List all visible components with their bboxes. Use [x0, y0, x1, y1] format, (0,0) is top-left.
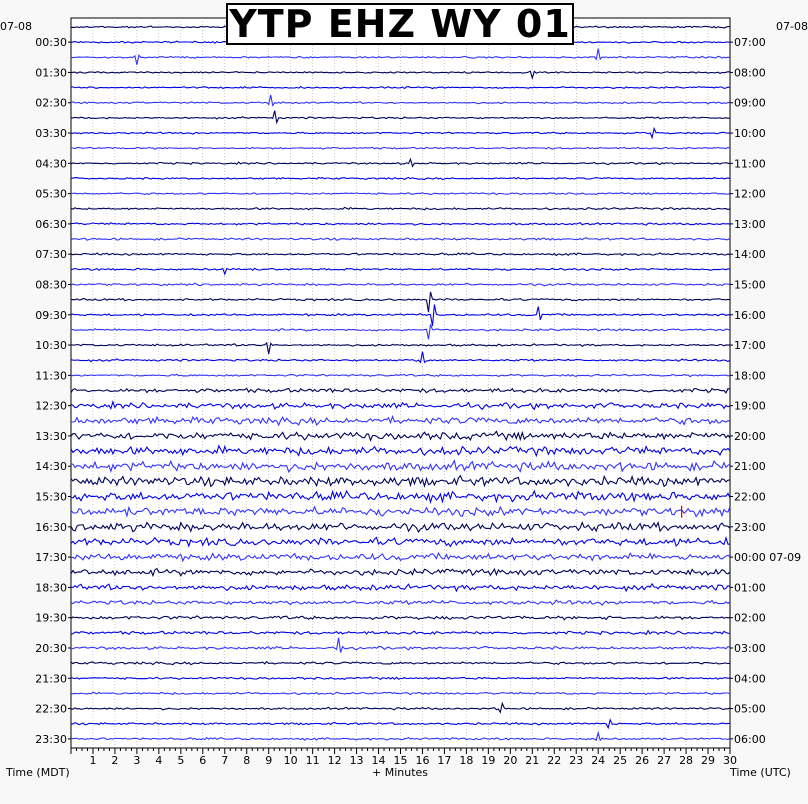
x-tick-label: 23: [569, 754, 584, 767]
title-box: [226, 3, 574, 45]
x-tick-label: 25: [613, 754, 628, 767]
x-tick-label: 15: [393, 754, 408, 767]
x-tick-label: 3: [133, 754, 141, 767]
x-tick-label: 1: [89, 754, 97, 767]
y-left-tick-label: 03:30: [35, 127, 67, 141]
y-right-tick-label: 23:00: [734, 520, 766, 534]
y-right-tick-label: 17:00: [734, 339, 766, 353]
y-left-tick-label: 00:30: [35, 36, 67, 50]
y-right-tick-label: 20:00: [734, 429, 766, 443]
y-right-tick-label: 01:00: [734, 581, 766, 595]
y-right-tick-label: 06:00: [734, 732, 766, 746]
x-tick-label: 8: [243, 754, 251, 767]
y-right-tick-label: 08:00: [734, 66, 766, 80]
y-left-tick-label: 05:30: [35, 187, 67, 201]
x-tick-label: 7: [221, 754, 229, 767]
y-left-tick-label: 20:30: [35, 641, 67, 655]
y-right-tick-label: 21:00: [734, 460, 766, 474]
y-left-tick-label: 17:30: [35, 551, 67, 565]
y-left-tick-label: 13:30: [35, 429, 67, 443]
y-right-tick-label: 13:00: [734, 217, 766, 231]
y-right-tick-label: 18:00: [734, 369, 766, 383]
x-tick-label: 12: [327, 754, 342, 767]
y-right-tick-label: 09:00: [734, 96, 766, 110]
left-date-label: 07-08: [0, 20, 32, 33]
x-tick-label: 28: [679, 754, 694, 767]
y-left-tick-label: 18:30: [35, 581, 67, 595]
right-date-label: 07-08: [776, 20, 808, 33]
y-left-tick-label: 01:30: [35, 66, 67, 80]
y-right-tick-label: 03:00: [734, 641, 766, 655]
y-left-tick-label: 22:30: [35, 702, 67, 716]
x-tick-label: 24: [591, 754, 606, 767]
x-tick-label: 22: [547, 754, 562, 767]
x-tick-label: 6: [199, 754, 207, 767]
y-left-tick-label: 14:30: [35, 460, 67, 474]
y-right-tick-label: 05:00: [734, 702, 766, 716]
y-left-tick-label: 16:30: [35, 520, 67, 534]
x-tick-label: 11: [305, 754, 320, 767]
y-left-tick-label: 12:30: [35, 399, 67, 413]
y-left-tick-label: 02:30: [35, 96, 67, 110]
right-axis-label: Time (UTC): [730, 766, 791, 779]
x-tick-label: 4: [155, 754, 163, 767]
y-left-tick-label: 11:30: [35, 369, 67, 383]
y-left-tick-label: 21:30: [35, 672, 67, 686]
x-tick-label: 13: [349, 754, 364, 767]
y-right-tick-label: 11:00: [734, 157, 766, 171]
y-right-tick-label: 10:00: [734, 127, 766, 141]
bottom-axis-label: + Minutes: [372, 766, 429, 779]
x-tick-label: 17: [437, 754, 452, 767]
y-left-tick-label: 23:30: [35, 732, 67, 746]
y-right-tick-label: 04:00: [734, 672, 766, 686]
x-tick-label: 21: [525, 754, 540, 767]
plot-area: [71, 18, 730, 748]
x-tick-label: 20: [503, 754, 518, 767]
x-tick-label: 9: [265, 754, 273, 767]
y-left-tick-label: 09:30: [35, 308, 67, 322]
y-left-tick-label: 15:30: [35, 490, 67, 504]
x-tick-label: 14: [371, 754, 386, 767]
y-right-tick-label: 12:00: [734, 187, 766, 201]
y-left-tick-label: 08:30: [35, 278, 67, 292]
x-tick-label: 26: [635, 754, 650, 767]
y-left-tick-label: 04:30: [35, 157, 67, 171]
y-left-tick-label: 06:30: [35, 217, 67, 231]
y-left-tick-label: 19:30: [35, 611, 67, 625]
y-right-tick-label: 16:00: [734, 308, 766, 322]
y-right-tick-label: 00:00 07-09: [734, 551, 802, 565]
x-tick-label: 5: [177, 754, 185, 767]
y-right-tick-label: 22:00: [734, 490, 766, 504]
y-left-tick-label: 07:30: [35, 248, 67, 262]
x-tick-label: 18: [459, 754, 474, 767]
y-right-tick-label: 15:00: [734, 278, 766, 292]
left-axis-label: Time (MDT): [6, 766, 70, 779]
y-right-tick-label: 07:00: [734, 36, 766, 50]
y-right-tick-label: 19:00: [734, 399, 766, 413]
x-tick-label: 27: [657, 754, 672, 767]
x-tick-label: 30: [723, 754, 737, 767]
x-tick-label: 19: [481, 754, 496, 767]
x-tick-label: 16: [415, 754, 430, 767]
x-tick-label: 2: [111, 754, 119, 767]
x-tick-label: 10: [283, 754, 298, 767]
y-right-tick-label: 14:00: [734, 248, 766, 262]
y-right-tick-label: 02:00: [734, 611, 766, 625]
y-left-tick-label: 10:30: [35, 339, 67, 353]
x-tick-label: 29: [701, 754, 716, 767]
chart-title: YTP EHZ WY 01: [229, 2, 571, 46]
